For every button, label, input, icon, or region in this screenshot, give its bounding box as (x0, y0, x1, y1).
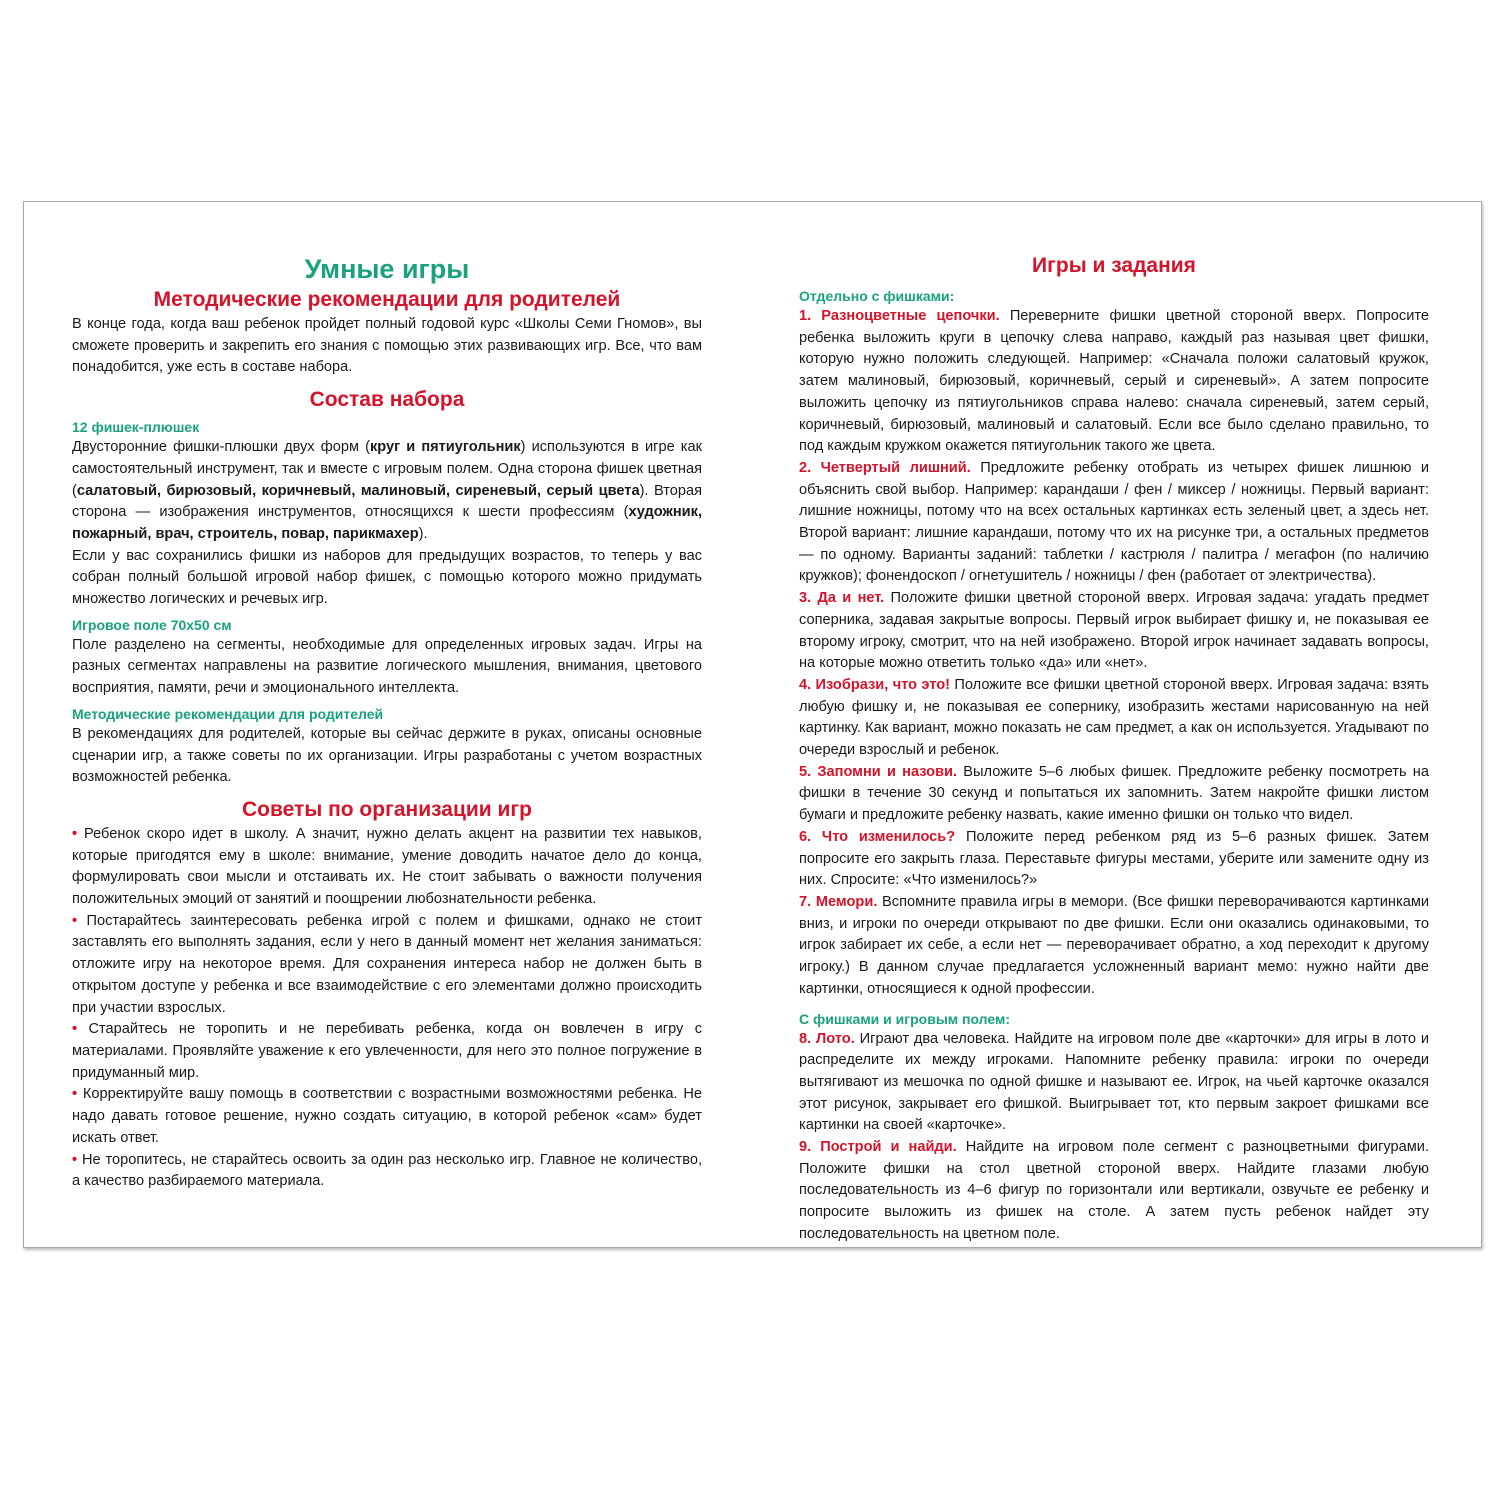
game-text: Положите все фишки цветной стороной вверх. Игровая задача: взять любую фишку и, не показывая ее сопернику, изобразить жестами нарисованную на ней картинку. Как вариант, можно показать не сам предмет, а как он используется. Угадывают по очереди взрослый и ребенок. (799, 676, 1429, 759)
games-title: Игры и задания (1032, 254, 1196, 277)
method-text: В рекомендациях для родителей, которые вы сейчас держите в руках, описаны основные сценарии игр, а также советы по их организации. Игры разработаны с учетом возрастных возможностей ребенка. (72, 725, 702, 786)
right-page (799, 202, 1429, 1246)
left-page (72, 202, 702, 1193)
bullet-icon: • (72, 1086, 78, 1103)
game-item (799, 675, 1429, 762)
tip-text: Корректируйте вашу помощь в соответствии с возрастными возможностями ребенка. Не надо давать готовое решение, нужно создать ситуацию, в которой ребенок «сам» будет искать ответ. (72, 1086, 702, 1146)
text-run: ). (418, 525, 428, 542)
book-spread (23, 201, 1482, 1248)
game-name: 1. Разноцветные цепочки. (799, 308, 1000, 324)
game-text: Положите перед ребенком ряд из 5–6 разных фишек. Затем попросите его закрыть глаза. Переставьте фигуры местами, уберите или замените одну из них. Спросите: «Что изменилось?» (799, 828, 1429, 889)
game-text: Выложите 5–6 любых фишек. Предложите ребенку посмотреть на фишки в течение 30 секунд и попытаться их запомнить. Затем накройте фишки листом бумаги и предложите ребенку назвать, какие именно фишки он только что видел. (799, 763, 1429, 824)
bullet-icon: • (72, 1151, 78, 1168)
game-name: 6. Что изменилось? (799, 828, 956, 845)
field-heading: Игровое поле 70х50 см (72, 616, 232, 633)
method-heading: Методические рекомендации для родителей (72, 705, 384, 722)
game-name: 4. Изобрази, что это! (799, 676, 950, 693)
game-name: 5. Запомни и назови. (799, 763, 958, 780)
bold-shapes: круг и пятиугольник (369, 439, 521, 456)
kit-heading: Состав набора (309, 388, 465, 412)
game-item (799, 1029, 1429, 1138)
game-text: Найдите на игровом поле сегмент с разноцветными фигурами. Положите фишки на стол цветной стороной вверх. Найдите глазами любую последовательность из 4–6 фигур по горизонтали или вертикали, озвучьте ее ребенку и попросите выложить из фишек на столе. А затем пусть ребенок найдет эту последовательность на цветном поле. (799, 1139, 1429, 1242)
tip-text: Ребенок скоро идет в школу. А значит, нужно делать акцент на развитии тех навыков, которые пригодятся ему в школе: внимание, умение доводить начатое дело до конца, формулировать свои мысли и отстаивать их. Не стоит забывать о важности получения положительных эмоций от занятий и поощрении любознательности ребенка. (72, 825, 702, 908)
bullet-icon: • (72, 1021, 78, 1038)
game-name: 7. Мемори. (799, 893, 878, 910)
game-item (799, 762, 1429, 827)
chips-heading: 12 фишек-плюшек (72, 419, 200, 436)
game-text: Положите фишки цветной стороной вверх. Игровая задача: угадать предмет соперника, задавая закрытые вопросы. Первый игрок выбирает фишку и, не показывая ее второму игроку, смотрит, что на ней изображено. Второй игрок начинает задавать вопросы, на которые можно ответить только «да» или «нет». (799, 590, 1429, 672)
intro-text: В конце года, когда ваш ребенок пройдет полный годовой курс «Школы Семи Гномов», вы сможете проверить и закрепить его знания с помощью этих развивающих игр. Все, что вам понадобится, уже есть в составе набора. (72, 316, 702, 376)
game-item (799, 1137, 1429, 1246)
game-item (799, 588, 1429, 675)
game-name: 9. Построй и найди. (799, 1139, 957, 1156)
chips-text (72, 437, 702, 546)
subtitle: Методические рекомендации для родителей (153, 288, 621, 311)
game-item (799, 827, 1429, 892)
tip-item (72, 1084, 702, 1149)
tip-item (72, 911, 702, 1020)
tip-item (72, 824, 702, 911)
bold-colors: салатовый, бирюзовый, коричневый, малиновый, сиреневый, серый цвета (76, 482, 640, 499)
text-run: Двусторонние фишки-плюшки двух форм ( (72, 439, 370, 456)
bold-professions: художник, пожарный, врач, строитель, повар, парикмахер (72, 504, 702, 542)
tip-text: Не торопитесь, не старайтесь освоить за один раз несколько игр. Главное не количество, а качество разбираемого материала. (72, 1151, 702, 1190)
bullet-icon: • (72, 825, 78, 842)
game-item (799, 892, 1429, 1001)
game-name: 8. Лото. (799, 1030, 855, 1047)
tip-item (72, 1019, 702, 1084)
chips-text-2: Если у вас сохранились фишки из наборов для предыдущих возрастов, то теперь у вас собран полный большой игровой набор фишек, с помощью которого можно придумать множество логических и речевых игр. (72, 547, 702, 608)
game-item (799, 306, 1429, 458)
game-text: Предложите ребенку отобрать из четырех фишек лишнюю и объяснить свой выбор. Например: карандаши / фен / миксер / ножницы. Первый вариант: лишние ножницы, потому что на всех остальных картинках есть зеленый цвет, а здесь нет. Второй вариант: лишние карандаши, потому что их на рисунке три, а остальных предметов — по одному. Варианты заданий: таблетки / кастрюля / палитра / мегафон (по наличию кружков); фонендоскоп / огнетушитель / ножницы / фен (работает от электричества). (799, 459, 1429, 585)
group-heading-chips: Отдельно с фишками: (799, 288, 955, 304)
tips-heading: Советы по организации игр (242, 797, 532, 821)
game-name: 2. Четвертый лишний. (799, 459, 971, 476)
bullet-icon: • (72, 912, 78, 929)
game-text: Играют два человека. Найдите на игровом поле две «карточки» для игры в лото и распределите их между игроками. Напомните ребенку правила: игроки по очереди вытягивают из мешочка по одной фишке и называют ее. Игрок, на чьей карточке оказался этот рисунок, закрывает его фишкой. Выигрывает тот, кто первым закроет фишками все картинки на своей «карточке». (799, 1030, 1429, 1134)
game-text: Вспомните правила игры в мемори. (Все фишки переворачиваются картинками вниз, и игроки по очереди открывают по две фишки. Если они оказались одинаковыми, то игрок забирает их себе, а если нет — переворачивает обратно, а ход переходит к другому игроку.) В данном случае предлагается усложненный вариант мемо: нужно найти две картинки, относящиеся к одной профессии. (799, 893, 1429, 997)
tip-text: Постарайтесь заинтересовать ребенка игрой с полем и фишками, однако не стоит заставлять его выполнять задания, если у него в данный момент нет желания заниматься: отложите игру на некоторое время. Для сохранения интереса набор не должен быть в открытом доступе у ребенка и все взаимодействие с его элементами должно происходить при участии взрослых. (72, 912, 702, 1016)
field-text: Поле разделено на сегменты, необходимые для определенных игровых задач. Игры на разных сегментах направлены на развитие логического мышления, внимания, цветового восприятия, памяти, речи и эмоционального интеллекта. (72, 636, 702, 697)
tip-item (72, 1150, 702, 1193)
game-name: 3. Да и нет. (799, 590, 885, 607)
tip-text: Старайтесь не торопить и не перебивать ребенка, когда он вовлечен в игру с материалами. Проявляйте уважение к его увлеченности, для него это полное погружение в придуманный мир. (72, 1021, 702, 1081)
page-title: Умные игры (304, 254, 470, 284)
game-item (799, 458, 1429, 588)
game-text: Переверните фишки цветной стороной вверх. Попросите ребенка выложить круги в цепочку слева направо, каждый раз называя цвет фишки, которую нужно положить следующей. Например: «Сначала положи салатовый кружок, затем малиновый, бирюзовый, коричневый, серый и сиреневый». А затем попросите выложить цепочку из пятиугольников справа налево: сначала сиреневый, затем серый, коричневый, бирюзовый, малиновый и салатовый. Если все было сделано правильно, то под каждым кружком окажется пятиугольник такого же цвета. (799, 308, 1429, 455)
text-run: ) используются в игре как самостоятельный инструмент, так и вместе с игровым полем. Одна сторона фишек цветная ( (72, 439, 702, 499)
group-heading-field: С фишками и игровым полем: (799, 1010, 1011, 1027)
text-run: ). Вторая сторона — изображения инструментов, относящихся к шести профессиям ( (72, 482, 702, 521)
